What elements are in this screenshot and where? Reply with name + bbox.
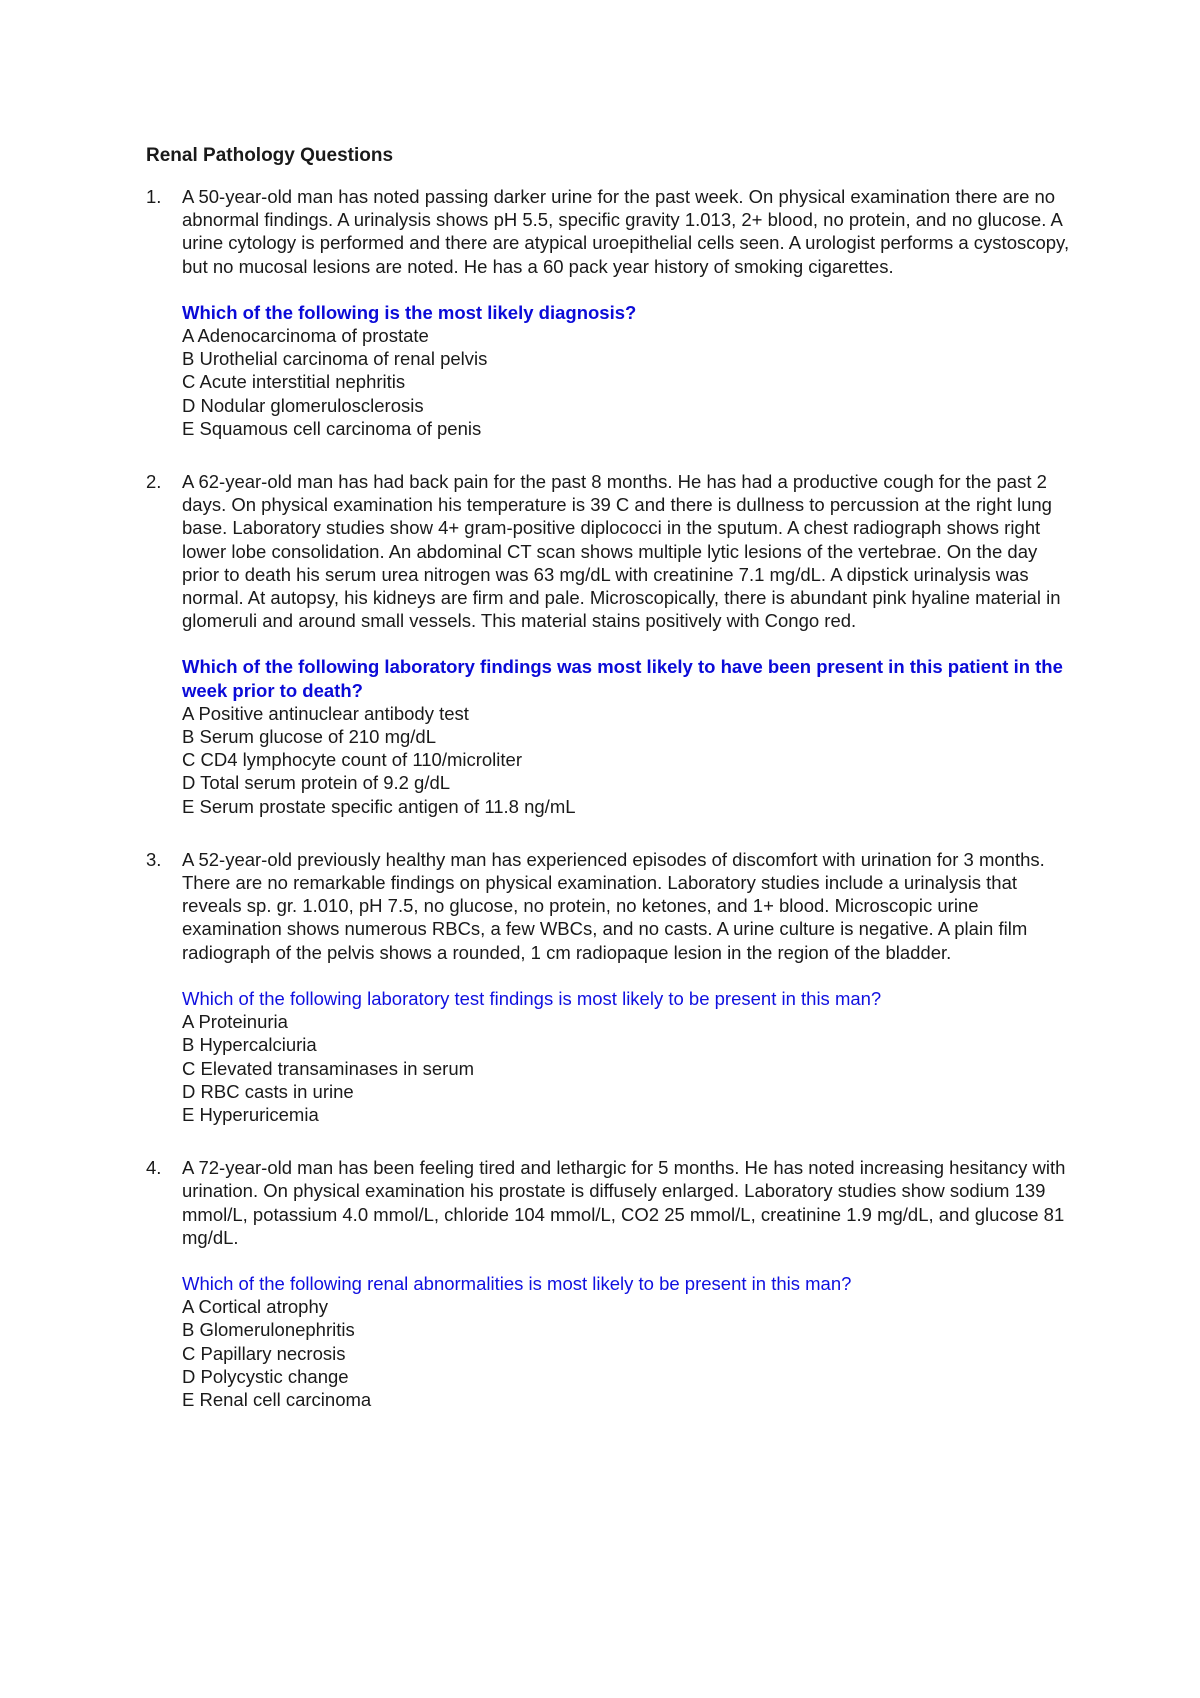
answer-option: C Papillary necrosis <box>182 1342 346 1364</box>
answer-option: E Serum prostate specific antigen of 11.8 ng/mL <box>182 795 576 817</box>
answer-option: E Hyperuricemia <box>182 1103 319 1125</box>
answer-option: B Urothelial carcinoma of renal pelvis <box>182 348 488 370</box>
answer-options <box>182 1295 1076 1411</box>
answer-option: A Adenocarcinoma of prostate <box>182 325 429 347</box>
question-4 <box>146 1156 1076 1411</box>
answer-option: A Cortical atrophy <box>182 1296 329 1318</box>
question-prompt: Which of the following laboratory findings was most likely to have been present in this patient in the week prior to death? <box>182 656 1063 701</box>
question-prompt: Which of the following is the most likely diagnosis? <box>182 301 637 323</box>
answer-option: D Polycystic change <box>182 1365 349 1387</box>
answer-options <box>182 1010 1076 1126</box>
question-stem: A 72-year-old man has been feeling tired and lethargic for 5 months. He has noted increasing hesitancy with urination. On physical examination his prostate is diffusely enlarged. Laboratory studies show sodium 139 mmol/L, potassium 4.0 mmol/L, chloride 104 mmol/L, CO2 25 mmol/L, creatinine 1.9 mg/dL, and glucose 81 mg/dL. <box>182 1157 1066 1248</box>
answer-option: B Serum glucose of 210 mg/dL <box>182 726 437 748</box>
document-title: Renal Pathology Questions <box>146 145 394 166</box>
answer-option: E Renal cell carcinoma <box>182 1388 372 1410</box>
answer-option: A Positive antinuclear antibody test <box>182 702 469 724</box>
question-stem: A 50-year-old man has noted passing darker urine for the past week. On physical examination there are no abnormal findings. A urinalysis shows pH 5.5, specific gravity 1.013, 2+ blood, no protein, and no glucose. A urine cytology is performed and there are atypical uroepithelial cells seen. A urologist performs a cystoscopy, but no mucosal lesions are noted. He has a 60 pack year history of smoking cigarettes. <box>182 186 1070 277</box>
question-number: 4. <box>146 1157 162 1179</box>
question-3 <box>146 848 1076 1126</box>
question-stem: A 52-year-old previously healthy man has experienced episodes of discomfort with urination for 3 months. There are no remarkable findings on physical examination. Laboratory studies include a urinalysis that reveals sp. gr. 1.010, pH 7.5, no glucose, no protein, no ketones, and 1+ blood. Microscopic urine examination shows numerous RBCs, a few WBCs, and no casts. A urine culture is negative. A plain film radiograph of the pelvis shows a rounded, 1 cm radiopaque lesion in the region of the bladder. <box>182 848 1045 963</box>
question-stem: A 62-year-old man has had back pain for the past 8 months. He has had a productive cough for the past 2 days. On physical examination his temperature is 39 C and there is dullness to percussion at the right lung base. Laboratory studies show 4+ gram-positive diplococci in the sputum. A chest radiograph shows right lower lobe consolidation. An abdominal CT scan shows multiple lytic lesions of the vertebrae. On the day prior to death his serum urea nitrogen was 63 mg/dL with creatinine 7.1 mg/dL. A dipstick urinalysis was normal. At autopsy, his kidneys are firm and pale. Microscopically, there is abundant pink hyaline material in glomeruli and around small vessels. This material stains positively with Congo red. <box>182 471 1061 632</box>
question-prompt: Which of the following laboratory test findings is most likely to be present in this man? <box>182 987 882 1009</box>
answer-option: C Acute interstitial nephritis <box>182 371 406 393</box>
answer-option: C CD4 lymphocyte count of 110/microliter <box>182 749 522 771</box>
answer-option: C Elevated transaminases in serum <box>182 1057 475 1079</box>
question-2 <box>146 470 1076 818</box>
answer-option: D RBC casts in urine <box>182 1080 354 1102</box>
answer-option: B Glomerulonephritis <box>182 1319 355 1341</box>
question-1 <box>146 185 1076 440</box>
question-number: 2. <box>146 471 162 493</box>
answer-option: D Total serum protein of 9.2 g/dL <box>182 772 451 794</box>
answer-options <box>182 324 1076 440</box>
answer-option: D Nodular glomerulosclerosis <box>182 394 424 416</box>
question-number: 1. <box>146 186 162 207</box>
question-number: 3. <box>146 848 162 870</box>
answer-option: E Squamous cell carcinoma of penis <box>182 417 482 439</box>
answer-options <box>182 702 1076 818</box>
answer-option: B Hypercalciuria <box>182 1034 317 1056</box>
question-prompt: Which of the following renal abnormalities is most likely to be present in this man? <box>182 1272 852 1294</box>
document-page <box>146 145 1076 1441</box>
answer-option: A Proteinuria <box>182 1011 288 1033</box>
